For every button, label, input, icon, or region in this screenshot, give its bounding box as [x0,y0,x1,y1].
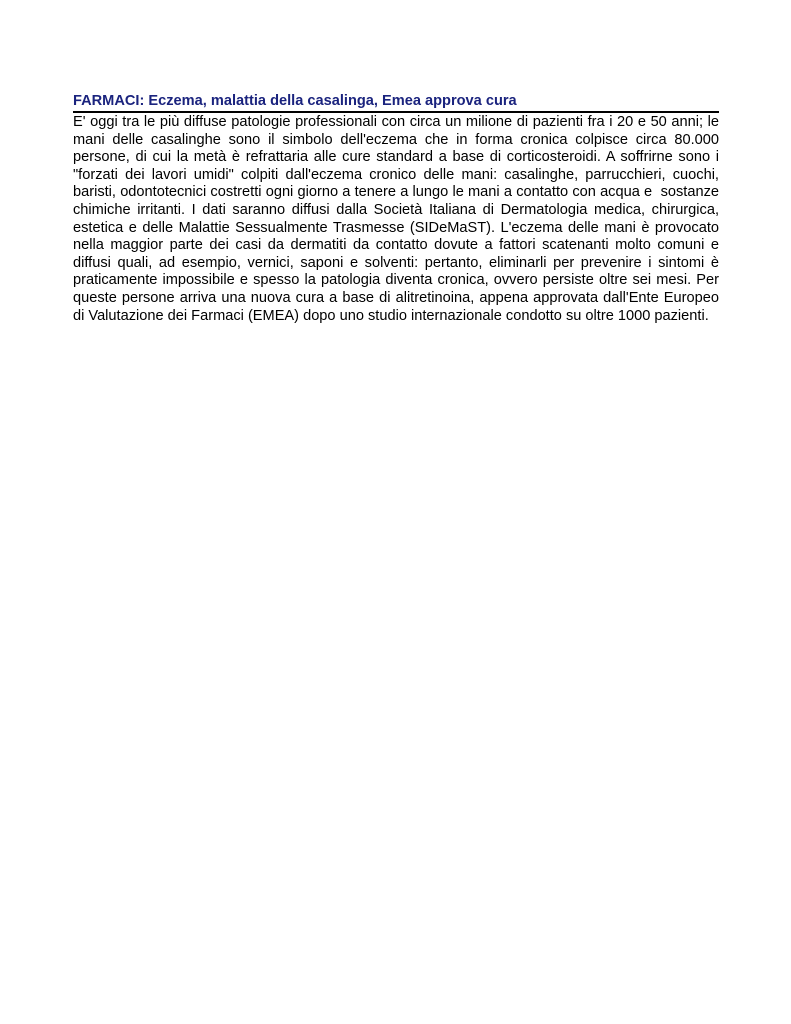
article-headline: FARMACI: Eczema, malattia della casalinga, Emea approva cura [73,93,517,109]
headline-divider [73,111,719,113]
article [73,92,724,325]
article-body: E' oggi tra le più diffuse patologie professionali con circa un milione di pazienti fra i 20 e 50 anni; le mani delle casalinghe sono il simbolo dell'eczema che in forma cronica colpisce circa 80.000 persone, di cui la metà è refrattaria alle cure standard a base di corticosteroidi. A soffrirne sono i "forzati dei lavori umidi" colpiti dall'eczema cronico delle mani: casalinghe, parrucchieri, cuochi, baristi, odontotecnici costretti ogni giorno a tenere a lungo le mani a contatto con acqua e sostanze chimiche irritanti. I dati saranno diffusi dalla Società Italiana di Dermatologia medica, chirurgica, estetica e delle Malattie Sessualmente Trasmesse (SIDeMaST). L'eczema delle mani è provocato nella maggior parte dei casi da dermatiti da contatto dovute a fattori scatenanti molto comuni e diffusi quali, ad esempio, vernici, saponi e solventi: pertanto, eliminarli per prevenire i sintomi è praticamente impossibile e spesso la patologia diventa cronica, ovvero persiste oltre sei mesi. Per queste persone arriva una nuova cura a base di alitretinoina, appena approvata dall'Ente Europeo di Valutazione dei Farmaci (EMEA) dopo uno studio internazionale condotto su oltre 1000 pazienti. [73,114,724,324]
